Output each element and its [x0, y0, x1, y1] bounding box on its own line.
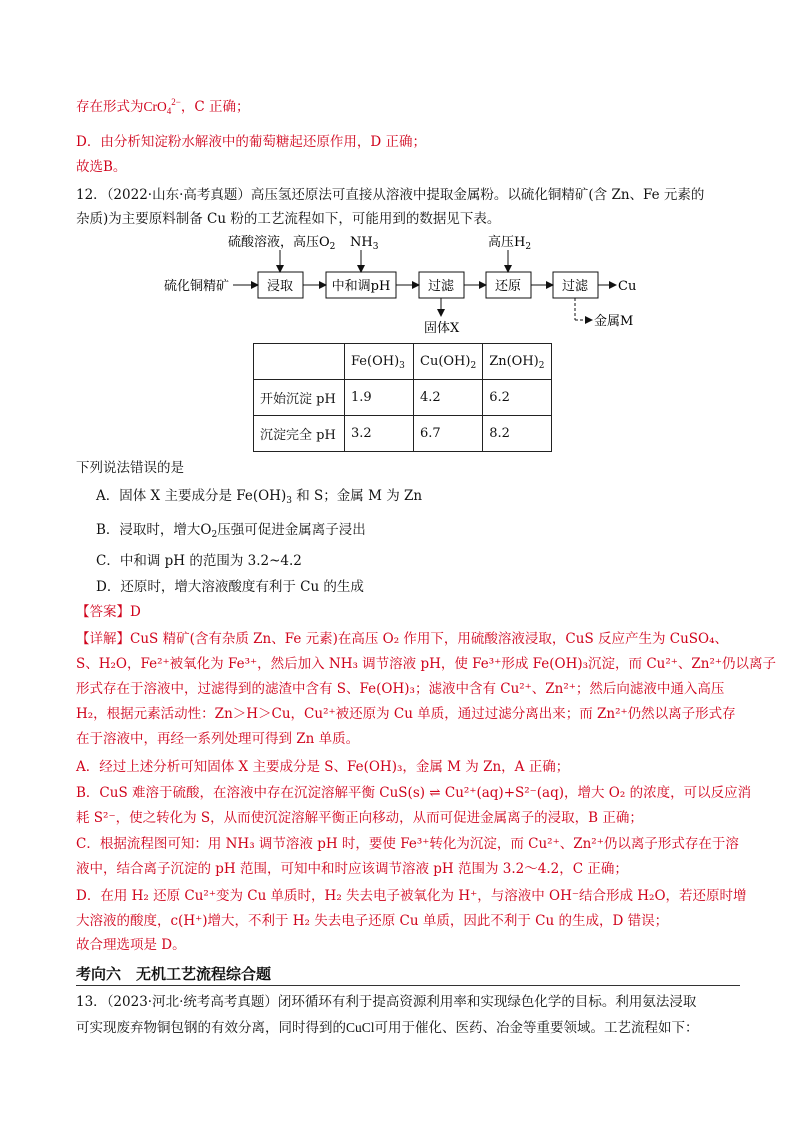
- analysis-line: A．经过上述分析可知固体 X 主要成分是 S、Fe(OH)₃，金属 M 为 Zn，A 正确；: [76, 759, 570, 775]
- table-header: $Cu(OH)_2$: [414, 344, 483, 380]
- flow-reagent-h2: 高压$H_2$: [488, 235, 532, 252]
- table-row: 开始沉淀 pH 1.9 4.2 6.2: [254, 380, 552, 416]
- q12-question: 下列说法错误的是: [76, 460, 184, 476]
- analysis-line: B．CuS 难溶于硫酸，在溶液中存在沉淀溶解平衡 CuS(s) ⇌ Cu²⁺(aq)+S²⁻(aq)，增大 O₂ 的浓度，可以反应消: [76, 785, 752, 801]
- flow-reagent-leach: 硫酸溶液，高压$O_2$: [228, 235, 336, 252]
- section-heading: 考向六 无机工艺流程综合题: [76, 963, 740, 986]
- table-corner: [254, 344, 345, 380]
- analysis-line: S、H₂O，Fe²⁺被氧化为 Fe³⁺，然后加入 NH₃ 调节溶液 pH，使 Fe³⁺形成 Fe(OH)₃沉淀，而 Cu²⁺、Zn²⁺仍以离子: [76, 656, 776, 672]
- option-a: A．固体 X 主要成分是 $Fe(OH)_3$ 和 S；金属 M 为 Zn: [96, 488, 423, 506]
- option-d: D．还原时，增大溶液酸度有利于 Cu 的生成: [96, 579, 364, 595]
- svg-text:过滤: 过滤: [427, 279, 455, 294]
- analysis-line: 故合理选项是 D。: [76, 937, 186, 953]
- q13-stem-line2: 可实现废弃物铜包钢的有效分离，同时得到的CuCl可用于催化、医药、冶金等重要领域。工艺流程如下：: [76, 1020, 699, 1036]
- option-c: C．中和调 pH 的范围为 3.2~4.2: [96, 553, 302, 569]
- flow-product: Cu: [618, 279, 637, 294]
- q12-stem-line1: 12．（2022·山东·高考真题）高压氢还原法可直接从溶液中提取金属粉。以硫化铜精矿(含 Zn、Fe 元素的: [76, 187, 705, 203]
- analysis-line: D．在用 H₂ 还原 Cu²⁺变为 Cu 单质时，H₂ 失去电子被氧化为 H⁺，与溶液中 OH⁻结合形成 H₂O，若还原时增: [76, 888, 747, 904]
- conclusion-c: 存在形式为CrO$_4^{2-}$，C 正确；: [76, 97, 250, 116]
- analysis-line: C．根据流程图可知：用 NH₃ 调节溶液 pH 时，要使 Fe³⁺转化为沉淀，而 Cu²⁺、Zn²⁺仍以离子形式存在于溶: [76, 836, 739, 852]
- final-choice: 故选B。: [76, 159, 127, 175]
- conclusion-d: D．由分析知淀粉水解液中的葡萄糖起还原作用，D 正确；: [76, 134, 426, 150]
- svg-text:浸取: 浸取: [266, 279, 294, 294]
- option-b: B．浸取时，增大$O_2$压强可促进金属离子浸出: [96, 522, 366, 540]
- process-flow-diagram: [160, 232, 680, 337]
- answer: 【答案】D: [76, 604, 141, 620]
- analysis-line: 形式存在于溶液中，过滤得到的滤渣中含有 S、Fe(OH)₃；滤液中含有 Cu²⁺、Zn²⁺；然后向滤液中通入高压: [76, 681, 725, 697]
- table-header: $Zn(OH)_2$: [483, 344, 552, 380]
- analysis-line: 【详解】CuS 精矿(含有杂质 Zn、Fe 元素)在高压 O₂ 作用下，用硫酸溶液浸取，CuS 反应产生为 CuSO₄、: [76, 631, 729, 647]
- q13-stem-line1: 13．（2023·河北·统考高考真题）闭环循环有利于提高资源利用率和实现绿色化学的目标。利用氨法浸取: [76, 994, 697, 1010]
- svg-text:中和调pH: 中和调pH: [331, 279, 391, 294]
- table-header: $Fe(OH)_3$: [345, 344, 414, 380]
- analysis-line: 液中，结合离子沉淀的 pH 范围，可知中和时应该调节溶液 pH 范围为 3.2～4.2，C 正确；: [76, 861, 628, 877]
- flow-reagent-nh3: $NH_3$: [350, 235, 379, 252]
- analysis-line: 大溶液的酸度，c(H⁺)增大，不利于 H₂ 失去电子还原 Cu 单质，因此不利于 Cu 的生成，D 错误；: [76, 913, 669, 929]
- flow-feed: 硫化铜精矿: [164, 279, 230, 294]
- svg-text:过滤: 过滤: [561, 279, 589, 294]
- q12-stem-line2: 杂质)为主要原料制备 Cu 粉的工艺流程如下，可能用到的数据见下表。: [76, 211, 501, 227]
- flow-solid-x: 固体X: [424, 321, 460, 336]
- analysis-line: 在于溶液中，再经一系列处理可得到 Zn 单质。: [76, 731, 360, 747]
- svg-text:还原: 还原: [494, 279, 522, 294]
- analysis-line: H₂，根据元素活动性：Zn＞H＞Cu，Cu²⁺被还原为 Cu 单质，通过过滤分离出来；而 Zn²⁺仍然以离子形式存: [76, 706, 736, 722]
- analysis-line: 耗 S²⁻，使之转化为 S，从而使沉淀溶解平衡正向移动，从而可促进金属离子的浸取，B 正确；: [76, 810, 643, 826]
- table-row: 沉淀完全 pH 3.2 6.7 8.2: [254, 416, 552, 452]
- flow-metal-m: 金属M: [594, 314, 634, 329]
- precipitation-ph-table: [253, 343, 552, 452]
